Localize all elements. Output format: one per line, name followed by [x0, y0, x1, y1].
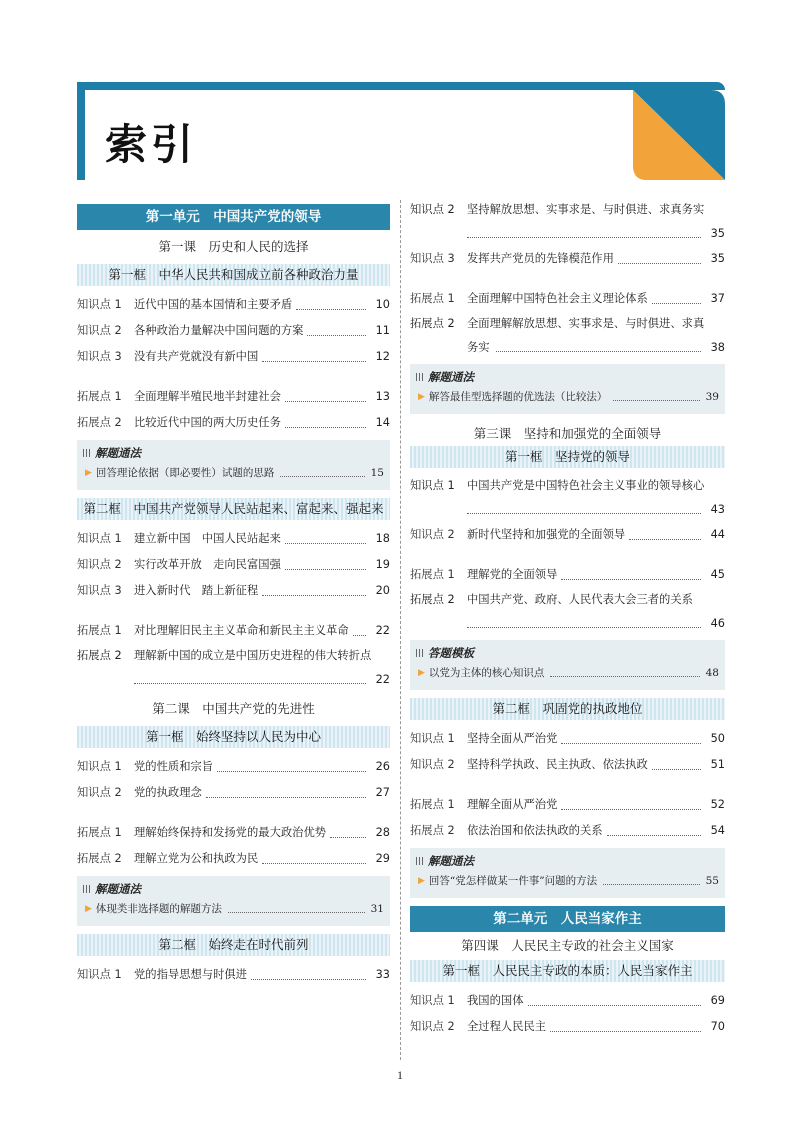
list-item[interactable]: 拓展点 2 全面理解解放思想、实事求是、与时俱进、求真 务实 38	[410, 317, 725, 354]
list-item[interactable]: 知识点 1 党的性质和宗旨 26	[77, 760, 390, 773]
list-item[interactable]: 知识点 1 中国共产党是中国特色社会主义事业的领导核心 43	[410, 479, 725, 516]
list-item[interactable]: 知识点 3 发挥共产党员的先锋模范作用 35	[410, 252, 725, 265]
list-item[interactable]: 拓展点 2 理解立党为公和执政为民 29	[77, 852, 390, 865]
list-item[interactable]: 知识点 1 坚持全面从严治党 50	[410, 732, 725, 745]
method-box	[77, 876, 390, 926]
list-item[interactable]: 知识点 2 坚持解放思想、实事求是、与时俱进、求真务实 35	[410, 203, 725, 240]
list-item[interactable]: 知识点 2 各种政治力量解决中国问题的方案 11	[77, 324, 390, 337]
list-item[interactable]: 知识点 1 近代中国的基本国情和主要矛盾 10	[77, 298, 390, 311]
frame-heading[interactable]: 第二框 中国共产党领导人民站起来、富起来、强起来	[77, 498, 390, 520]
list-item[interactable]: 拓展点 2 理解新中国的成立是中国历史进程的伟大转折点 22	[77, 649, 390, 686]
unit-heading[interactable]: 第一单元 中国共产党的领导	[77, 204, 390, 230]
arrow-icon: ▶	[418, 668, 425, 678]
page-title: 索引	[105, 120, 198, 169]
index-header	[77, 82, 725, 180]
list-item[interactable]: 知识点 2 新时代坚持和加强党的全面领导 44	[410, 528, 725, 541]
frame-heading[interactable]: 第一框 人民民主专政的本质：人民当家作主	[410, 960, 725, 982]
list-item[interactable]: 知识点 3 没有共产党就没有新中国 12	[77, 350, 390, 363]
list-item[interactable]: 拓展点 1 对比理解旧民主主义革命和新民主主义革命 22	[77, 624, 390, 637]
method-link[interactable]: ▶ 回答理论依据（即必要性）试题的思路 15	[83, 462, 384, 484]
lesson-heading[interactable]: 第一课 历史和人民的选择	[158, 239, 309, 254]
list-item[interactable]: 知识点 2 坚持科学执政、民主执政、依法执政 51	[410, 758, 725, 771]
list-item[interactable]: 拓展点 1 理解全面从严治党 52	[410, 798, 725, 811]
list-item[interactable]: 知识点 1 党的指导思想与时俱进 33	[77, 968, 390, 981]
list-item[interactable]: 拓展点 2 比较近代中国的两大历史任务 14	[77, 416, 390, 429]
header-top-bar	[77, 82, 725, 90]
method-title: 解题通法	[416, 852, 719, 870]
method-title: 答题模板	[416, 644, 719, 662]
corner-decoration-icon	[633, 82, 725, 180]
page-number: 1	[397, 1068, 403, 1082]
list-item[interactable]: 拓展点 2 中国共产党、政府、人民代表大会三者的关系 46	[410, 593, 725, 630]
frame-heading[interactable]: 第一框 始终坚持以人民为中心	[77, 726, 390, 748]
left-column	[77, 204, 390, 988]
list-item[interactable]: 知识点 1 建立新中国 中国人民站起来 18	[77, 532, 390, 545]
method-title: 解题通法	[416, 368, 719, 386]
list-item[interactable]: 知识点 2 全过程人民民主 70	[410, 1020, 725, 1033]
unit-heading[interactable]: 第二单元 人民当家作主	[410, 906, 725, 932]
list-item[interactable]: 拓展点 1 理解党的全面领导 45	[410, 568, 725, 581]
right-column	[410, 198, 725, 1040]
frame-heading[interactable]: 第二框 巩固党的执政地位	[410, 698, 725, 720]
list-item[interactable]: 拓展点 1 全面理解半殖民地半封建社会 13	[77, 390, 390, 403]
list-item[interactable]: 知识点 1 我国的国体 69	[410, 994, 725, 1007]
list-item[interactable]: 知识点 2 党的执政理念 27	[77, 786, 390, 799]
list-item[interactable]: 知识点 2 实行改革开放 走向民富国强 19	[77, 558, 390, 571]
method-link[interactable]: ▶ 回答“党怎样做某一件事”问题的方法 55	[416, 870, 719, 892]
list-item[interactable]: 拓展点 2 依法治国和依法执政的关系 54	[410, 824, 725, 837]
lesson-heading[interactable]: 第四课 人民民主专政的社会主义国家	[461, 938, 674, 953]
frame-heading[interactable]: 第一框 中华人民共和国成立前各种政治力量	[77, 264, 390, 286]
method-box	[410, 640, 725, 690]
method-link[interactable]: ▶ 解答最佳型选择题的优选法（比较法） 39	[416, 386, 719, 408]
frame-heading[interactable]: 第一框 坚持党的领导	[410, 446, 725, 468]
arrow-icon: ▶	[418, 876, 425, 886]
arrow-icon: ▶	[418, 392, 425, 402]
method-box	[410, 364, 725, 414]
list-item[interactable]: 知识点 3 进入新时代 踏上新征程 20	[77, 584, 390, 597]
method-link[interactable]: ▶ 以党为主体的核心知识点 48	[416, 662, 719, 684]
frame-heading[interactable]: 第二框 始终走在时代前列	[77, 934, 390, 956]
header-left-bar	[77, 82, 85, 180]
method-title: 解题通法	[83, 880, 384, 898]
lesson-heading[interactable]: 第三课 坚持和加强党的全面领导	[473, 426, 662, 441]
lesson-heading[interactable]: 第二课 中国共产党的先进性	[152, 701, 315, 716]
list-item[interactable]: 拓展点 1 全面理解中国特色社会主义理论体系 37	[410, 292, 725, 305]
method-box	[77, 440, 390, 490]
method-title: 解题通法	[83, 444, 384, 462]
arrow-icon: ▶	[85, 904, 92, 914]
column-divider	[400, 200, 401, 1060]
list-item[interactable]: 拓展点 1 理解始终保持和发扬党的最大政治优势 28	[77, 826, 390, 839]
method-link[interactable]: ▶ 体现类非选择题的解题方法 31	[83, 898, 384, 920]
arrow-icon: ▶	[85, 468, 92, 478]
method-box	[410, 848, 725, 898]
